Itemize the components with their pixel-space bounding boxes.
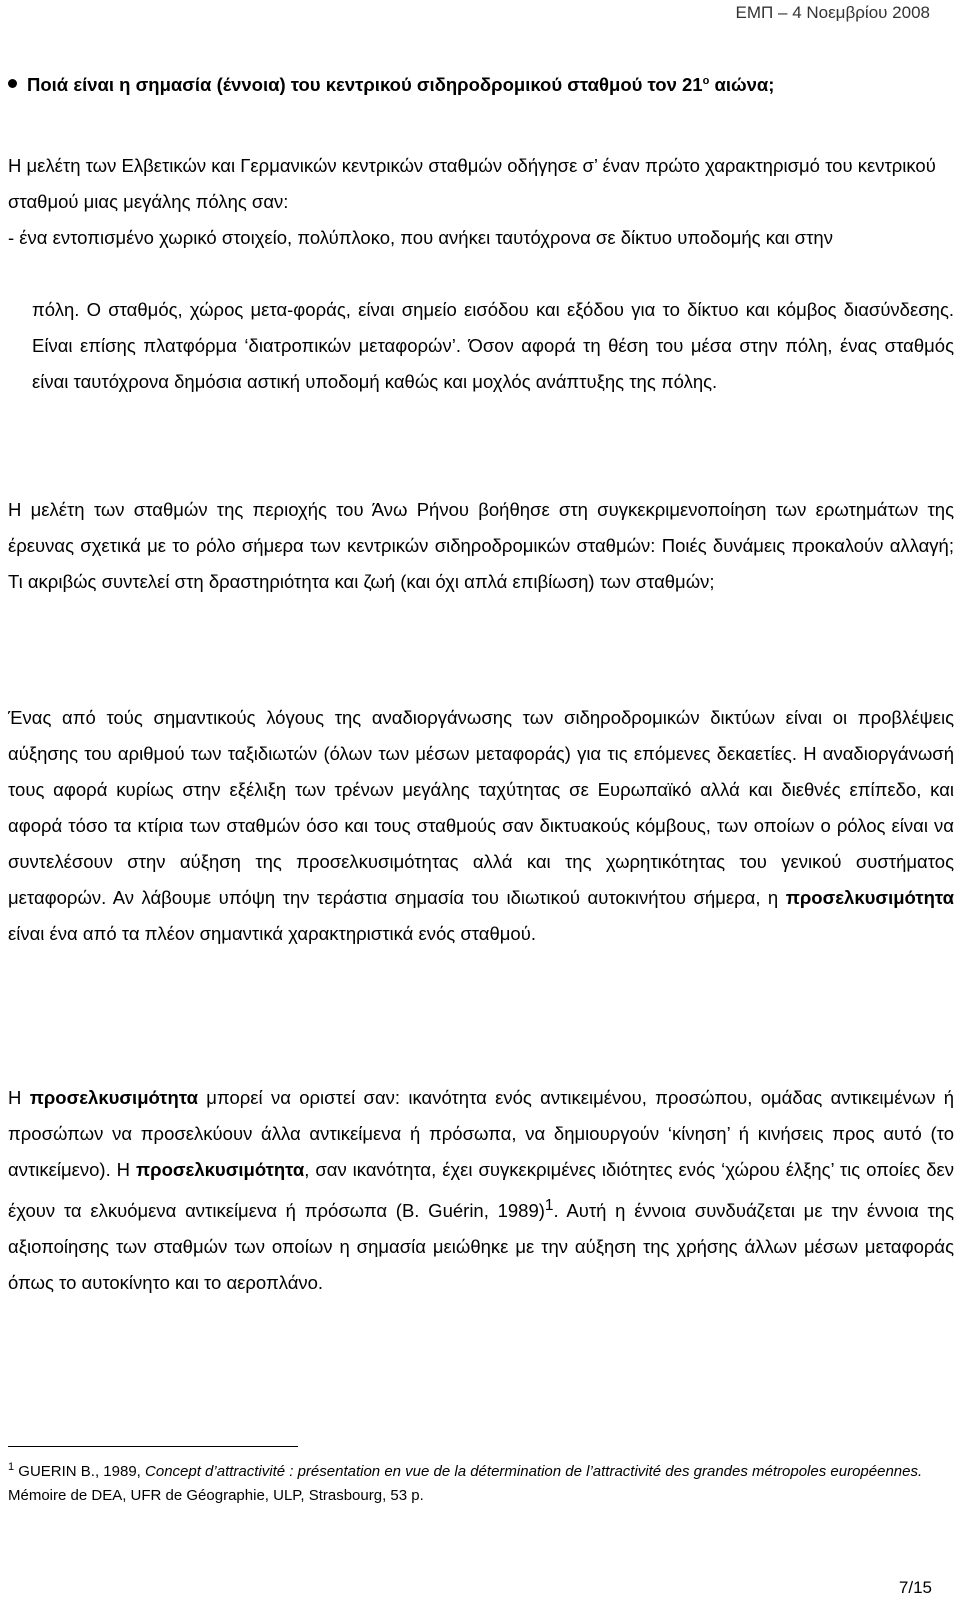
bold-term: προσελκυσιμότητα — [135, 1159, 305, 1180]
text-run: , σαν ικανότητα, έχει συγκεκριμένες ιδιότητες ενός ‘χώρου έλξης’ τις οποίες δεν έχουν τα ελκυόμενα αντικείμενα ή πρόσωπα (B. Guérin, 1989) — [8, 1159, 954, 1222]
bullet-icon — [8, 79, 17, 88]
section-heading — [8, 74, 938, 96]
footnote-author: GUERIN B., 1989, — [14, 1463, 146, 1480]
paragraph-reorganisation — [8, 700, 954, 952]
paragraph-upper-rhine: Η μελέτη των σταθμών της περιοχής του Άνω Ρήνου βοήθησε στη συγκεκριμενοποίηση των ερωτημάτων της έρευνας σχετικά με το ρόλο σήμερα των κεντρικών σιδηροδρομικών σταθμών: Ποιές δυνάμεις προκαλούν αλλαγή; Τι ακριβώς συντελεί στη δραστηριότητα και ζωή (και όχι απλά επιβίωση) των σταθμών; — [8, 499, 954, 592]
paragraph-dash-item: - ένα εντοπισμένο χωρικό στοιχείο, πολύπλοκο, που ανήκει ταυτόχρονα σε δίκτυο υποδομής και στην — [8, 227, 833, 248]
bold-term: προσελκυσιμότητα — [785, 887, 954, 908]
text-run: Η — [8, 1087, 30, 1108]
page-header: ΕΜΠ – 4 Νοεμβρίου 2008 — [735, 3, 930, 22]
heading-text: Ποιά είναι η σημασία (έννοια) του κεντρικού σιδηροδρομικού σταθμού τον 21 — [27, 74, 703, 95]
footnote-number: 1 — [8, 1461, 15, 1473]
footnote-title: Concept d’attractivité : présentation en vue de la détermination de l’attractivité des grandes métropoles européennes. — [145, 1463, 923, 1480]
heading-text-end: αιώνα; — [709, 74, 775, 95]
text-run: Ένας από τούς σημαντικούς λόγους της αναδιοργάνωσης των σιδηροδρομικών δικτύων είναι οι προβλέψεις αύξησης του αριθμού των ταξιδιωτών (όλων των μέσων μεταφοράς) για τις επόμενες δεκαετίες. Η αναδιοργάνωσή τους αφορά κυρίως στην εξέλιξη των τρένων μεγάλης ταχύτητας σε Ευρωπαϊκό αλλά και διεθνές επίπεδο, και αφορά τόσο τα κτίρια των σταθμών όσο και τους σταθμούς σαν δικτυακούς κόμβους, των οποίων ο ρόλος είναι να συντελέσουν στην αύξηση της προσελκυσιμότητας αλλά και της χωρητικότητας του γενικού συστήματος μεταφορών. Αν λάβουμε υπόψη την τεράστια σημασία του ιδιωτικού αυτοκινήτου σήμερα, η — [8, 707, 954, 908]
footnote-ref[interactable]: 1 — [544, 1197, 554, 1214]
footnote-divider — [8, 1446, 298, 1447]
bold-term: προσελκυσιμότητα — [29, 1087, 198, 1108]
paragraph-attractiveness — [8, 1080, 954, 1301]
paragraph-intro: Η μελέτη των Ελβετικών και Γερμανικών κεντρικών σταθμών οδήγησε σ’ έναν πρώτο χαρακτηρισμό του κεντρικού σταθμού μιας μεγάλης πόλης σαν: — [8, 155, 936, 212]
text-run: είναι ένα από τα πλέον σημαντικά χαρακτηριστικά ενός σταθμού. — [8, 923, 536, 944]
heading-superscript: ο — [702, 74, 710, 87]
paragraph-dash-continuation: πόλη. Ο σταθμός, χώρος μετα-φοράς, είναι σημείο εισόδου και εξόδου για το δίκτυο και κόμβος διασύνδεσης. Είναι επίσης πλατφόρμα ‘διατροπικών μεταφορών’. Όσον αφορά τη θέση του μέσα στην πόλη, ένας σταθμός είναι ταυτόχρονα δημόσια αστική υποδομή καθώς και μοχλός ανάπτυξης της πόλης. — [32, 299, 954, 392]
footnote-details: Mémoire de DEA, UFR de Géographie, ULP, Strasbourg, 53 p. — [8, 1487, 424, 1504]
text-run: . Αυτή η έννοια συνδυάζεται με την έννοια της αξιοποίησης των σταθμών των οποίων η σημασία μειώθηκε με την αύξηση της χρήσης άλλων μέσων μεταφοράς όπως το αυτοκίνητο και το αεροπλάνο. — [8, 1200, 955, 1294]
text-run: μπορεί να οριστεί σαν: ικανότητα ενός αντικειμένου, προσώπου, ομάδας αντικειμένων ή προσώπων να προσελκύουν άλλα αντικείμενα ή πρόσωπα, να δημιουργούν ‘κίνηση’ ή κινήσεις προς αυτό (το αντικείμενο). Η — [8, 1087, 955, 1180]
page-number: 7/15 — [898, 1578, 932, 1597]
footnote — [8, 1455, 958, 1508]
